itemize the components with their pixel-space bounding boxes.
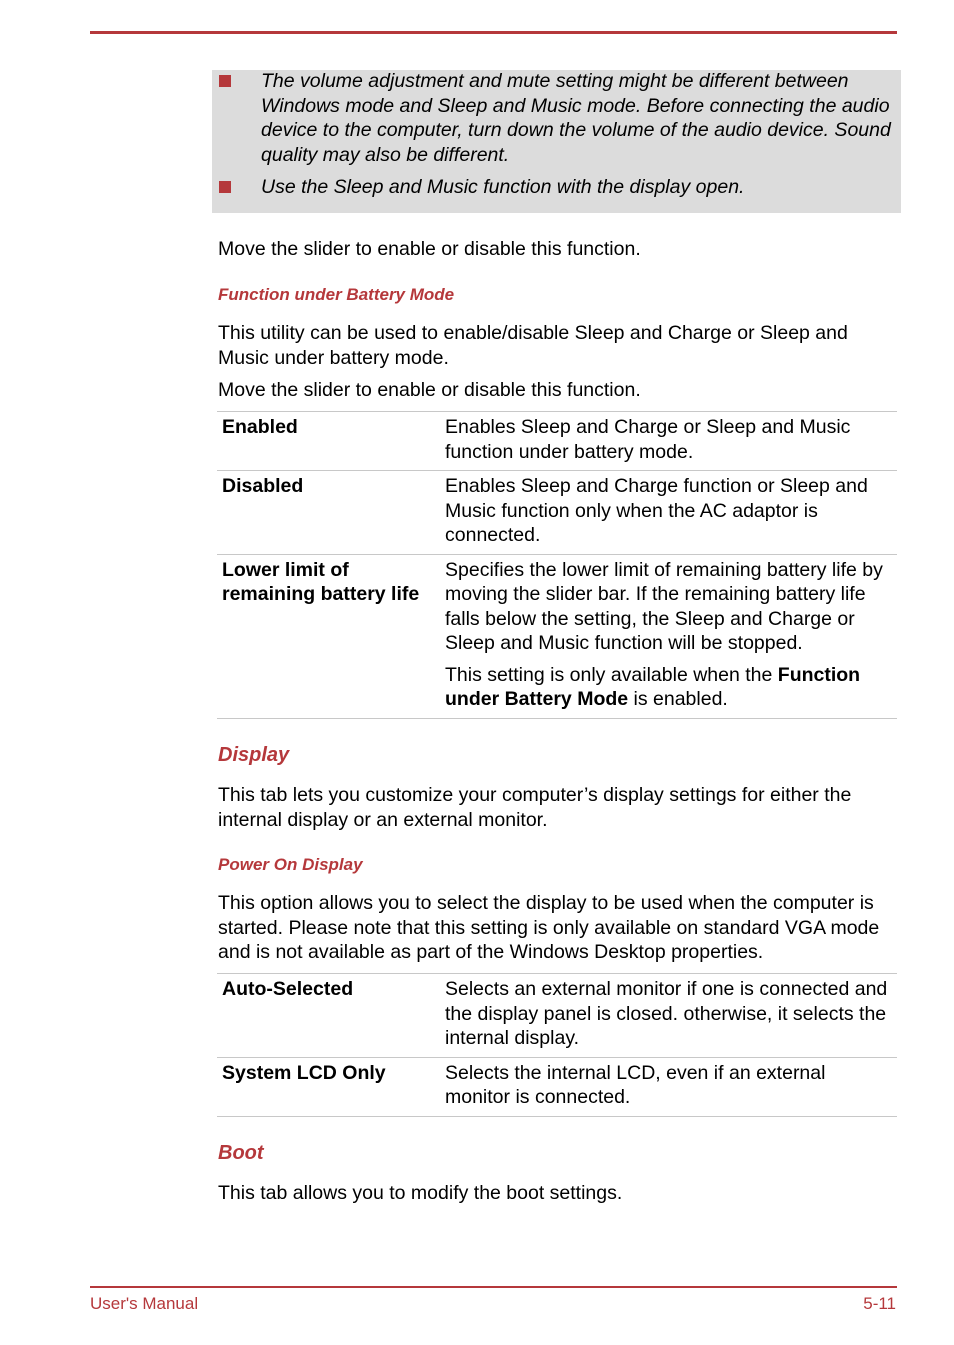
- option-description: Selects an external monitor if one is connected and the display panel is closed. otherwise, it selects the internal display.: [441, 974, 897, 1058]
- battery-mode-paragraph: This utility can be used to enable/disable Sleep and Charge or Sleep and Music under battery mode.: [218, 322, 848, 369]
- table-row: [217, 554, 897, 718]
- option-description-cell: [441, 554, 897, 718]
- availability-note: [445, 663, 893, 712]
- power-on-display-paragraph: This option allows you to select the display to be used when the computer is started. Please note that this setting is only available on standard VGA mode and is not available as part of the Windows Desktop properties.: [218, 892, 880, 963]
- option-name: Enabled: [217, 412, 441, 471]
- option-description: Selects the internal LCD, even if an external monitor is connected.: [441, 1057, 897, 1116]
- footer-rule: [90, 1286, 897, 1288]
- note-text: The volume adjustment and mute setting might be different between Windows mode and Sleep and Music mode. Before connecting the audio device to the computer, turn down the volume of the audio device. Sound quality may also be different.: [261, 70, 891, 166]
- option-description: Enables Sleep and Charge or Sleep and Music function under battery mode.: [441, 412, 897, 471]
- note-box: [212, 70, 901, 213]
- square-bullet-icon: [219, 181, 231, 193]
- display-paragraph: This tab lets you customize your computer’s display settings for either the internal display or an external monitor.: [218, 784, 852, 831]
- note-bold-term: Function under Battery Mode: [445, 663, 861, 710]
- option-description: Specifies the lower limit of remaining battery life by moving the slider bar. If the remaining battery life falls below the setting, the Sleep and Charge or Sleep and Music function will be stopped.: [445, 558, 883, 654]
- battery-mode-heading: Function under Battery Mode: [218, 285, 455, 304]
- boot-paragraph: This tab allows you to modify the boot settings.: [218, 1182, 623, 1204]
- table-row: [217, 471, 897, 555]
- option-name: Disabled: [217, 471, 441, 555]
- option-name: Auto-Selected: [217, 974, 441, 1058]
- option-name: Lower limit of remaining battery life: [217, 554, 441, 718]
- power-on-display-table: [217, 973, 897, 1117]
- footer-title: User's Manual: [90, 1294, 199, 1313]
- option-description: Enables Sleep and Charge function or Sleep and Music function only when the AC adaptor is connected.: [441, 471, 897, 555]
- battery-mode-paragraph-2: Move the slider to enable or disable this function.: [218, 379, 641, 401]
- page-number: 5-11: [863, 1294, 896, 1313]
- display-heading: Display: [218, 744, 290, 766]
- table-row: [217, 1057, 897, 1116]
- option-name: System LCD Only: [217, 1057, 441, 1116]
- square-bullet-icon: [219, 75, 231, 87]
- note-suffix: is enabled.: [628, 688, 728, 710]
- table-row: [217, 412, 897, 471]
- boot-heading: Boot: [218, 1142, 264, 1164]
- power-on-display-heading: Power On Display: [218, 855, 363, 874]
- note-prefix: This setting is only available when the: [445, 663, 778, 686]
- intro-paragraph: Move the slider to enable or disable this function.: [218, 238, 641, 260]
- battery-mode-table: [217, 411, 897, 719]
- header-rule: [90, 31, 897, 34]
- note-text: Use the Sleep and Music function with the display open.: [261, 176, 745, 198]
- table-row: [217, 974, 897, 1058]
